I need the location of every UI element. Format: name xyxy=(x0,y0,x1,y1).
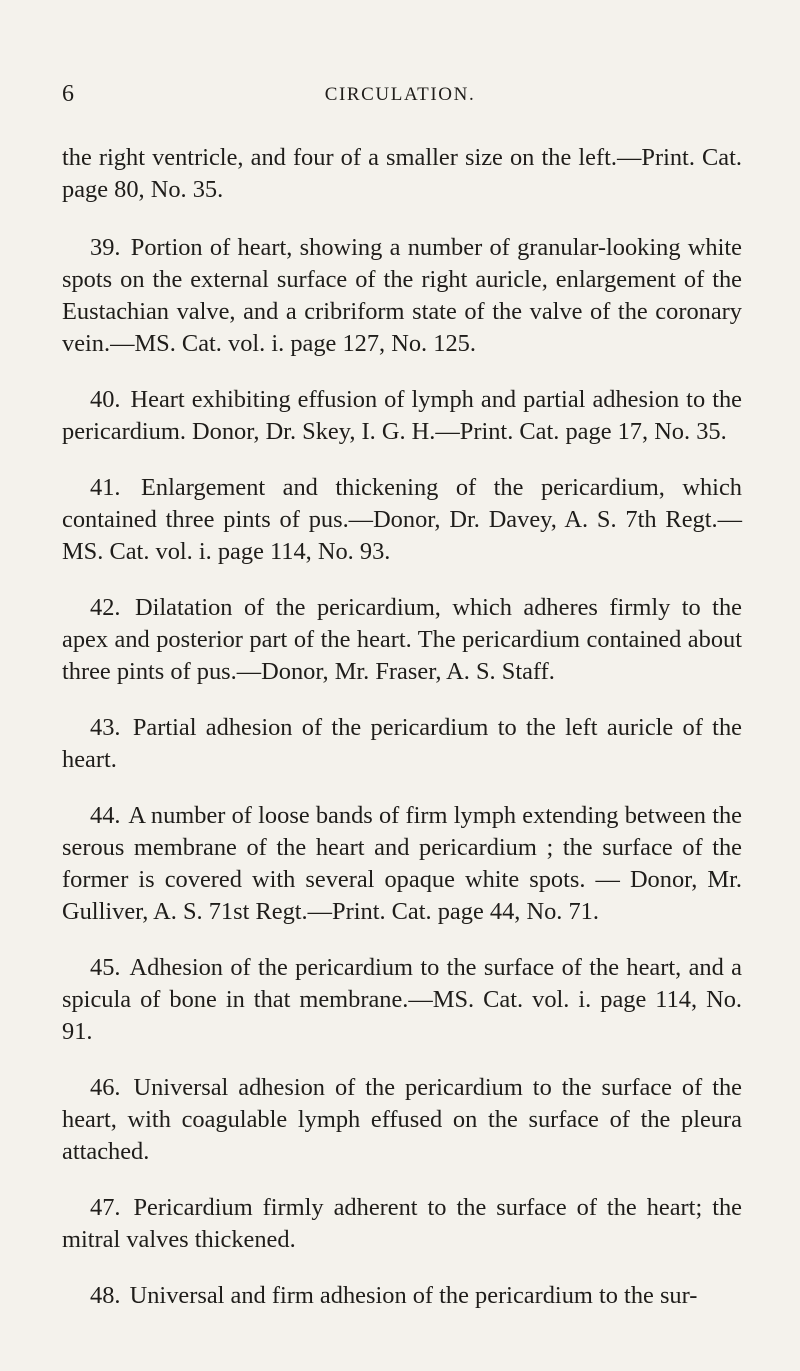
entry-text: Adhesion of the pericardium to the surface of the heart, and a spicula of bone in that membrane.—MS. Cat. vol. i. page 114, No. 91. xyxy=(62,954,742,1045)
entry-number: 44. xyxy=(90,802,121,829)
entry-text: Enlargement and thickening of the pericardium, which contained three pints of pus.—Donor, Dr. Davey, A. S. 7th Regt.— MS. Cat. vol. i. page 114, No. 93. xyxy=(62,474,742,565)
entry-text: A number of loose bands of firm lymph extending between the serous membrane of the heart and pericardium ; the surface of the former is covered with several opaque white spots. — Donor, Mr. Gulliver, A. S. 71st Regt.—Print. Cat. page 44, No. 71. xyxy=(62,802,742,925)
entry-text: Universal adhesion of the pericardium to the surface of the heart, with coagulable lymph effused on the surface of the pleura attached. xyxy=(62,1074,742,1165)
entry-text: Universal and firm adhesion of the pericardium to the sur- xyxy=(129,1282,698,1309)
entry-number: 47. xyxy=(90,1194,121,1221)
entry-text: Pericardium firmly adherent to the surface of the heart; the mitral valves thickened. xyxy=(62,1194,742,1253)
catalogue-entry-46 xyxy=(62,1072,742,1168)
entry-text: Partial adhesion of the pericardium to the left auricle of the heart. xyxy=(62,714,742,773)
page-number: 6 xyxy=(62,81,74,107)
entry-number: 43. xyxy=(90,714,121,741)
entry-number: 42. xyxy=(90,594,121,621)
entry-number: 48. xyxy=(90,1282,121,1309)
entry-number: 39. xyxy=(90,234,121,261)
entry-number: 41. xyxy=(90,474,121,501)
entry-text: Portion of heart, showing a number of granular-looking white spots on the external surface of the right auricle, enlargement of the Eustachian valve, and a cribriform state of the valve of the coronary vein.—MS. Cat. vol. i. page 127, No. 125. xyxy=(62,234,742,357)
catalogue-entry-47 xyxy=(62,1192,742,1256)
entry-text: Dilatation of the pericardium, which adheres firmly to the apex and posterior part of the heart. The pericardium contained about three pints of pus.—Donor, Mr. Fraser, A. S. Staff. xyxy=(62,594,742,685)
catalogue-entry-39 xyxy=(62,232,742,360)
catalogue-entry-45 xyxy=(62,952,742,1048)
continuation-paragraph: the right ventricle, and four of a smaller size on the left.—Print. Cat. page 80, No. 35. xyxy=(62,144,742,203)
catalogue-text xyxy=(62,142,742,1336)
running-head: CIRCULATION. xyxy=(324,84,476,105)
entry-text: Heart exhibiting effusion of lymph and partial adhesion to the pericardium. Donor, Dr. Skey, I. G. H.—Print. Cat. page 17, No. 35. xyxy=(62,386,742,445)
catalogue-entry-48 xyxy=(62,1280,742,1312)
catalogue-entry-40 xyxy=(62,384,742,448)
entry-number: 46. xyxy=(90,1074,121,1101)
entry-number: 40. xyxy=(90,386,121,413)
catalogue-entry-42 xyxy=(62,592,742,688)
catalogue-entry-41 xyxy=(62,472,742,568)
catalogue-entry-43 xyxy=(62,712,742,776)
entry-number: 45. xyxy=(90,954,121,981)
catalogue-entry-44 xyxy=(62,800,742,928)
